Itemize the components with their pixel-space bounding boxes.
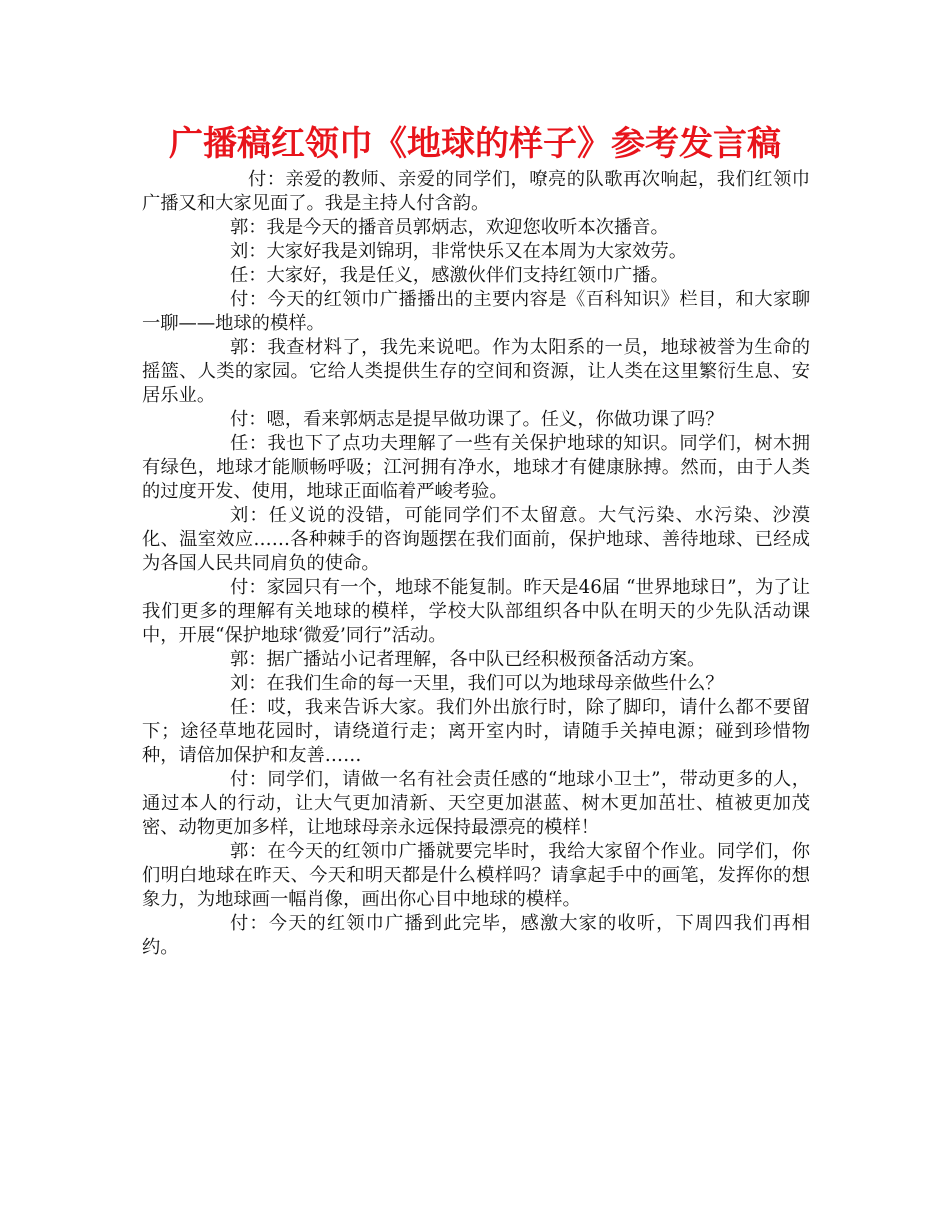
paragraph-10: 付：家园只有一个，地球不能复制。昨天是46届 “世界地球日”，为了让我们更多的理解有关地球的模样，学校大队部组织各中队在明天的少先队活动课中，开展“保护地球‘微爱’同行”活动。 — [142, 577, 810, 646]
paragraph-8: 任：我也下了点功夫理解了一些有关保护地球的知识。同学们，树木拥有绿色，地球才能顺畅呼吸；江河拥有净水，地球才有健康脉搏。然而，由于人类的过度开发、使用，地球正面临着严峻考验。 — [142, 433, 810, 502]
paragraph-9: 刘：任义说的没错，可能同学们不太留意。大气污染、水污染、沙漠化、温室效应……各种棘手的咨询题摆在我们面前，保护地球、善待地球、已经成为各国人民共同肩负的使命。 — [142, 505, 810, 574]
paragraph-4: 任：大家好，我是任义，感激伙伴们支持红领巾广播。 — [230, 265, 669, 286]
paragraph-16: 付：今天的红领巾广播到此完毕，感激大家的收听，下周四我们再相约。 — [142, 913, 810, 958]
paragraph-3: 刘：大家好我是刘锦玥，非常快乐又在本周为大家效劳。 — [230, 241, 688, 262]
paragraph-14: 付：同学们，请做一名有社会责任感的“地球小卫士”，带动更多的人，通过本人的行动，让大气更加清新、天空更加湛蓝、树木更加茁壮、植被更加茂密、动物更加多样，让地球母亲永远保持最漂亮的模样！ — [142, 769, 810, 838]
paragraph-5: 付：今天的红领巾广播播出的主要内容是《百科知识》栏目，和大家聊一聊——地球的模样。 — [142, 289, 810, 334]
paragraph-7: 付：嗯，看来郭炳志是提早做功课了。任义，你做功课了吗？ — [230, 409, 724, 430]
paragraph-13: 任：哎，我来告诉大家。我们外出旅行时，除了脚印，请什么都不要留下；途径草地花园时，请绕道行走；离开室内时，请随手关掉电源；碰到珍惜物种，请倍加保护和友善…… — [142, 697, 810, 766]
document-title: 广播稿红领巾《地球的样子》参考发言稿 — [169, 124, 781, 164]
paragraph-2: 郭：我是今天的播音员郭炳志，欢迎您收听本次播音。 — [230, 217, 669, 238]
paragraph-12: 刘：在我们生命的每一天里，我们可以为地球母亲做些什么？ — [230, 673, 724, 694]
document-body — [142, 168, 810, 960]
paragraph-11: 郭：据广播站小记者理解，各中队已经积极预备活动方案。 — [230, 649, 706, 670]
paragraph-15: 郭：在今天的红领巾广播就要完毕时，我给大家留个作业。同学们，你们明白地球在昨天、今天和明天都是什么模样吗？请拿起手中的画笔，发挥你的想象力，为地球画一幅肖像，画出你心目中地球的模样。 — [142, 841, 810, 910]
paragraph-1: 付：亲爱的教师、亲爱的同学们，嘹亮的队歌再次响起，我们红领巾广播又和大家见面了。我是主持人付含韵。 — [142, 169, 810, 214]
paragraph-6: 郭：我查材料了，我先来说吧。作为太阳系的一员，地球被誉为生命的摇篮、人类的家园。它给人类提供生存的空间和资源，让人类在这里繁衍生息、安居乐业。 — [142, 337, 810, 406]
